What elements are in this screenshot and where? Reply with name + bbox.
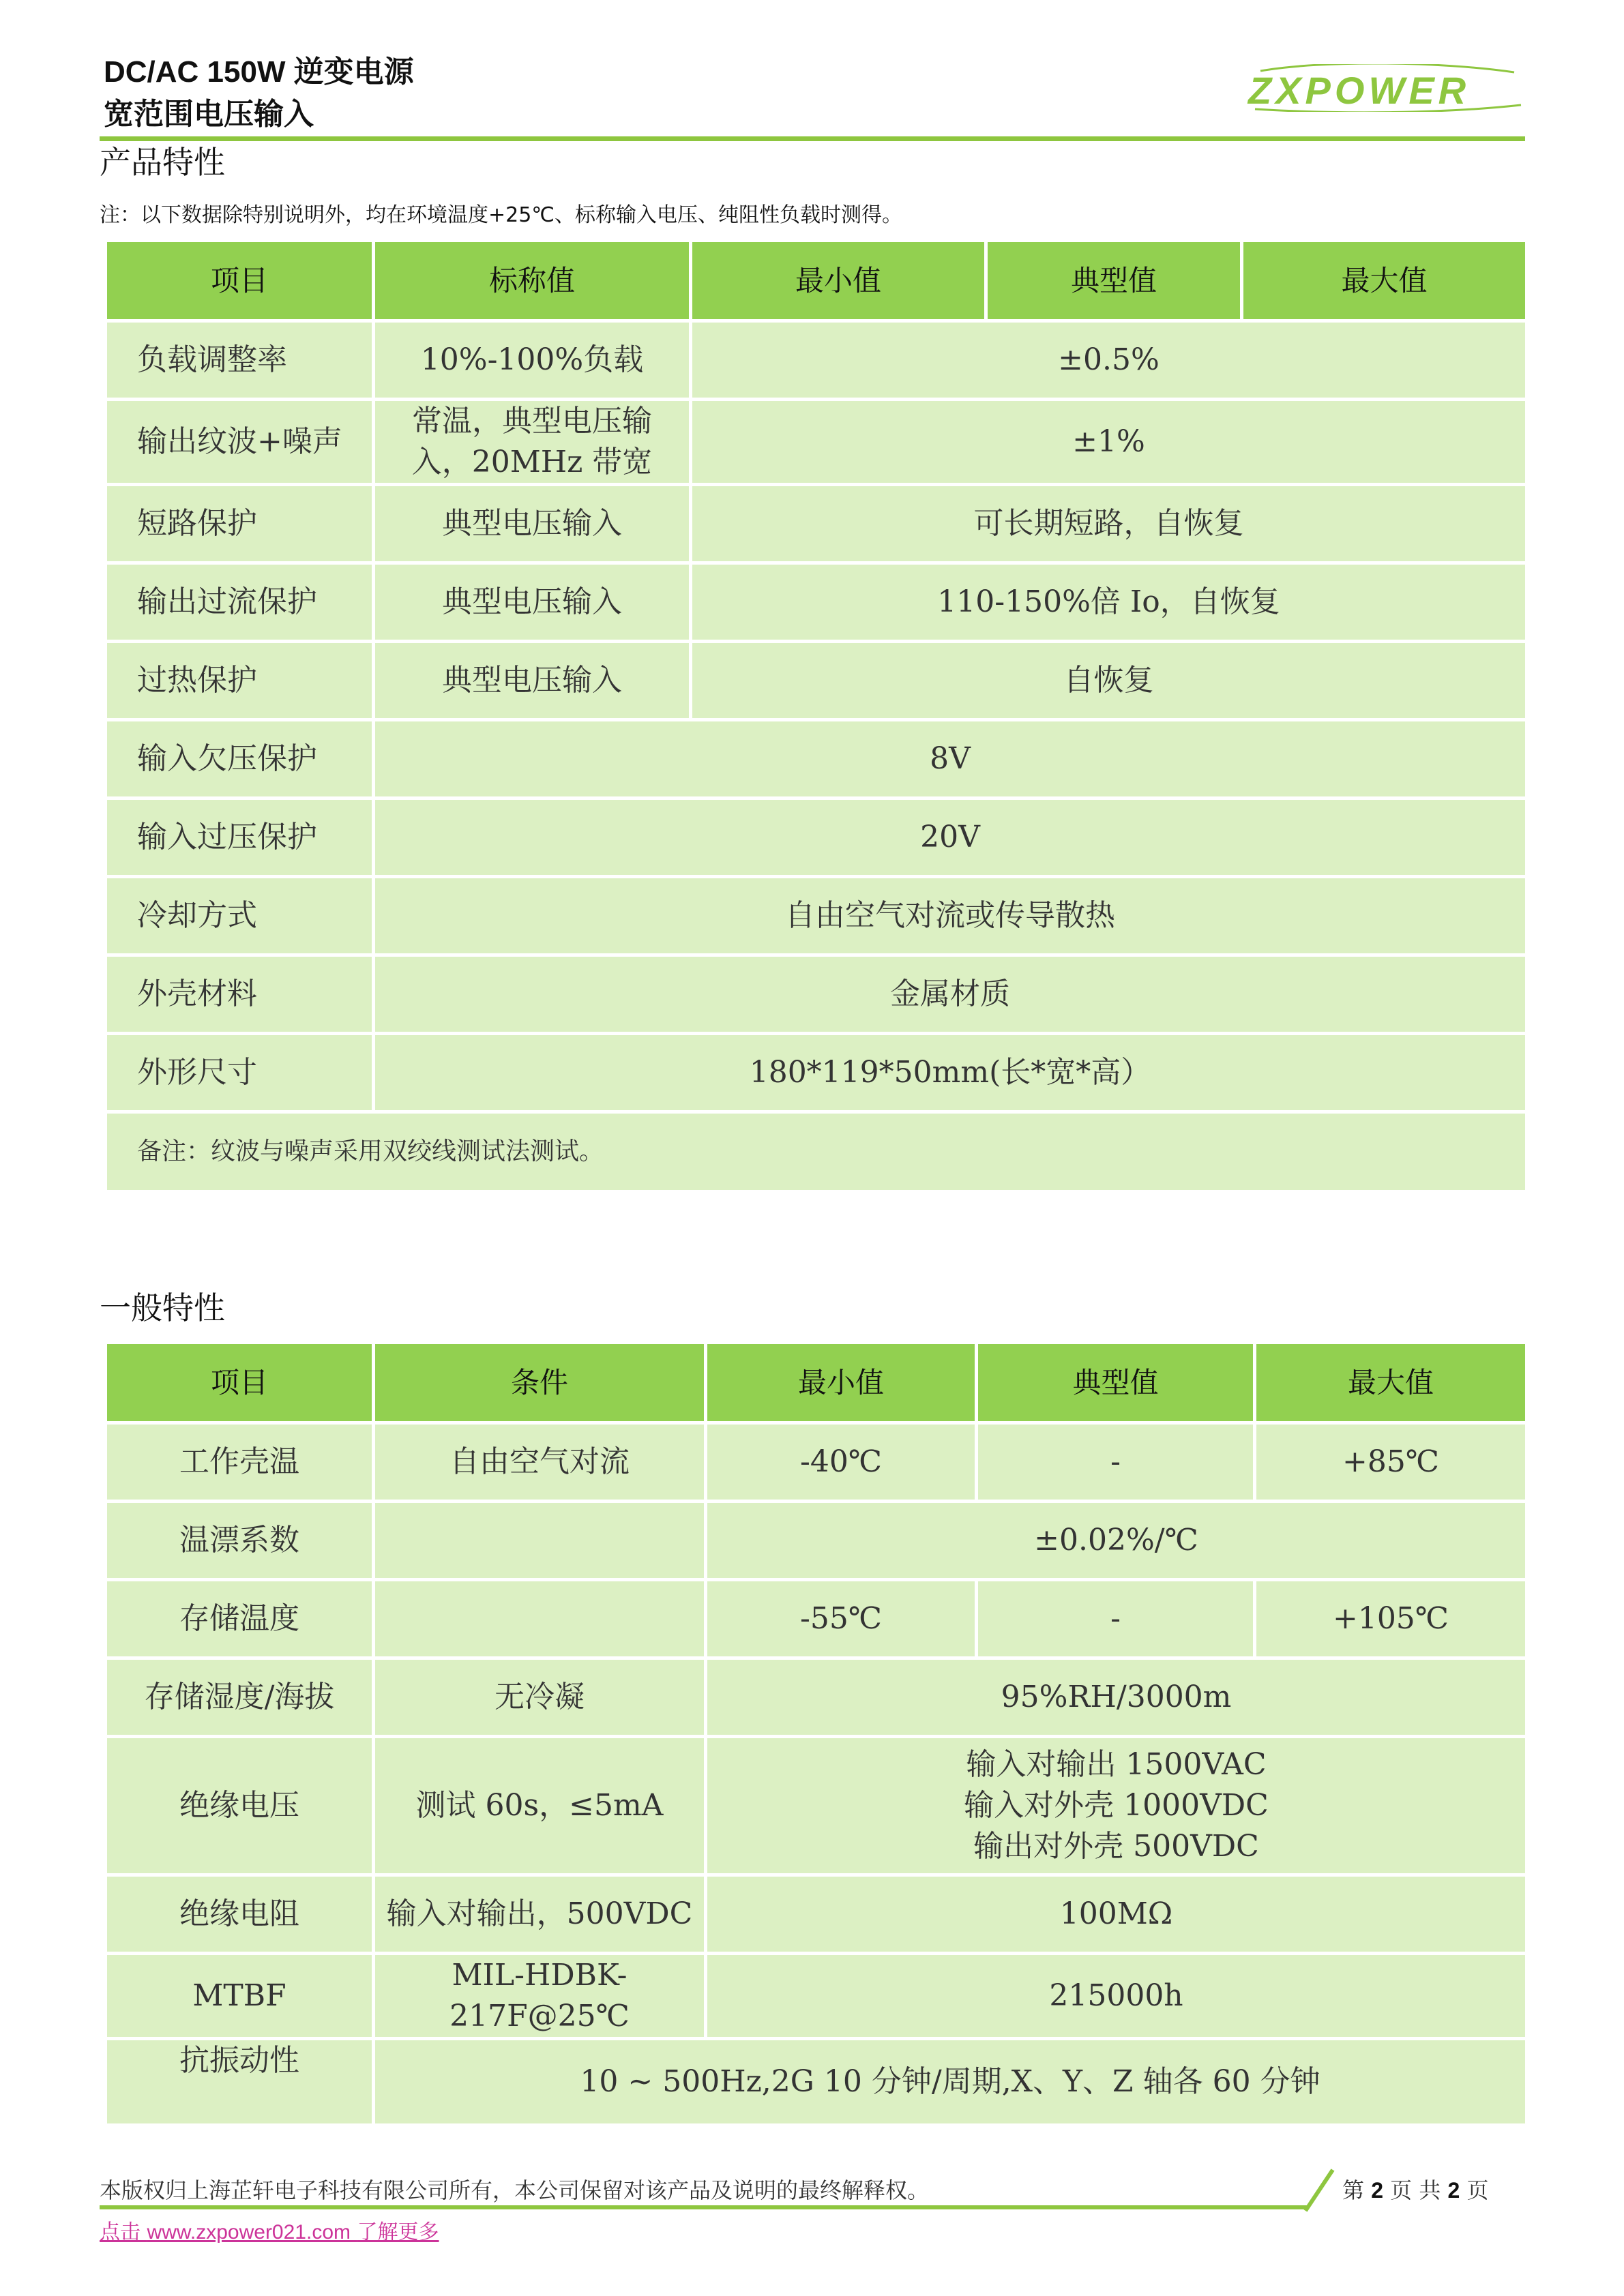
table-row [106,1954,1527,2039]
row-label: 存储温度 [106,1580,374,1658]
row-nominal-line: 常温，典型电压输 [412,404,652,438]
row-label: 过热保护 [106,642,374,720]
product-spec-table [104,239,1529,1193]
row-label: 输出纹波+噪声 [106,400,374,485]
table-row [106,2039,1527,2126]
row-condition: 输入对输出，500VDC [374,1875,706,1954]
row-label: 输入过压保护 [106,799,374,877]
row-label: 抗振动性 [106,2039,374,2126]
page-suffix: 页 [1466,2177,1489,2203]
table-row [106,1502,1527,1580]
row-value: 10 ~ 500Hz,2G 10 分钟/周期,X、Y、Z 轴各 60 分钟 [374,2039,1527,2126]
row-condition [374,1580,706,1658]
row-label: 短路保护 [106,485,374,563]
table-row [106,1875,1527,1954]
row-label: 工作壳温 [106,1423,374,1502]
document-title: DC/AC 150W 逆变电源 [104,55,414,89]
col-header-typ: 典型值 [977,1343,1255,1423]
row-nominal: 10%-100%负载 [374,321,691,400]
website-link[interactable] [100,2219,439,2246]
row-value: 180*119*50mm(长*宽*高） [374,1034,1527,1112]
table-row [106,1423,1527,1502]
row-value: 金属材质 [374,955,1527,1034]
link-prefix: 点击 [100,2220,141,2244]
row-nominal-line: 入，20MHz 带宽 [411,445,653,479]
measurement-note: 注：以下数据除特别说明外，均在环境温度+25℃、标称输入电压、纯阻性负载时测得。 [100,203,903,227]
table-row [106,955,1527,1034]
row-value: 110-150%倍 Io，自恢复 [691,563,1527,642]
col-header-item: 项目 [106,1343,374,1423]
row-min: -40℃ [706,1423,977,1502]
table-row [106,642,1527,720]
col-header-item: 项目 [106,241,374,321]
row-label: 绝缘电阻 [106,1875,374,1954]
footer-divider [100,2205,1307,2209]
row-condition: 无冷凝 [374,1658,706,1737]
row-label: 外形尺寸 [106,1034,374,1112]
row-value: 自由空气对流或传导散热 [374,877,1527,955]
row-condition [374,1502,706,1580]
row-value: 20V [374,799,1527,877]
row-nominal: 典型电压输入 [374,642,691,720]
row-min: -55℃ [706,1580,977,1658]
row-value: 自恢复 [691,642,1527,720]
general-spec-table [104,1341,1529,2127]
row-label: 绝缘电压 [106,1737,374,1875]
table-row [106,1658,1527,1737]
row-value [706,1737,1527,1875]
table-row [106,1034,1527,1112]
row-nominal: 典型电压输入 [374,485,691,563]
footer-copyright: 本版权归上海芷轩电子科技有限公司所有，本公司保留对该产品及说明的最终解释权。 [100,2177,930,2203]
col-header-typ: 典型值 [986,241,1242,321]
page-number [1342,2175,1489,2205]
row-label: MTBF [106,1954,374,2039]
table-row [106,1580,1527,1658]
table-header-row [106,241,1527,321]
row-label: 存储湿度/海拔 [106,1658,374,1737]
row-label: 温漂系数 [106,1502,374,1580]
row-condition: 测试 60s，≤5mA [374,1737,706,1875]
row-value: ±0.5% [691,321,1527,400]
row-value: 100MΩ [706,1875,1527,1954]
page-prefix: 第 [1342,2177,1365,2203]
zxpower-logo [1241,64,1528,112]
row-condition: MIL-HDBK-217F@25℃ [374,1954,706,2039]
col-header-max: 最大值 [1242,241,1527,321]
row-label: 输入欠压保护 [106,720,374,799]
row-value: 215000h [706,1954,1527,2039]
col-header-min: 最小值 [706,1343,977,1423]
row-value: ±1% [691,400,1527,485]
remark-text: 备注：纹波与噪声采用双绞线测试法测试。 [106,1112,1527,1192]
footer-slash-decoration [1299,2163,1340,2218]
row-value: 可长期短路，自恢复 [691,485,1527,563]
page-current: 2 [1371,2178,1383,2203]
row-label: 负载调整率 [106,321,374,400]
header-divider [100,136,1525,141]
row-nominal: 典型电压输入 [374,563,691,642]
section-title-product: 产品特性 [100,144,225,181]
table-row [106,877,1527,955]
col-header-nominal: 标称值 [374,241,691,321]
row-value: 8V [374,720,1527,799]
row-label: 外壳材料 [106,955,374,1034]
row-value: ±0.02%/℃ [706,1502,1527,1580]
table-row [106,720,1527,799]
row-typ: - [977,1580,1255,1658]
table-remark-row [106,1112,1527,1192]
table-row [106,485,1527,563]
row-label: 输出过流保护 [106,563,374,642]
row-nominal [374,400,691,485]
section-title-general: 一般特性 [100,1289,225,1326]
table-row [106,400,1527,485]
page-mid: 页 共 [1390,2177,1441,2203]
document-subtitle: 宽范围电压输入 [104,98,314,131]
table-row [106,799,1527,877]
col-header-max: 最大值 [1255,1343,1527,1423]
row-max: +85℃ [1255,1423,1527,1502]
table-row [106,1737,1527,1875]
logo-text: ZXPOWER [1248,69,1471,112]
col-header-condition: 条件 [374,1343,706,1423]
table-header-row [106,1343,1527,1423]
link-url[interactable]: www.zxpower021.com [147,2221,351,2243]
row-value-line: 输出对外壳 500VDC [973,1829,1259,1864]
row-label: 冷却方式 [106,877,374,955]
col-header-min: 最小值 [691,241,986,321]
table-row [106,563,1527,642]
row-value-line: 输入对外壳 1000VDC [964,1788,1269,1823]
row-value: 95%RH/3000m [706,1658,1527,1737]
row-max: +105℃ [1255,1580,1527,1658]
page-total: 2 [1447,2178,1460,2203]
row-typ: - [977,1423,1255,1502]
table-row [106,321,1527,400]
row-condition: 自由空气对流 [374,1423,706,1502]
link-suffix: 了解更多 [357,2220,439,2244]
row-value-line: 输入对输出 1500VAC [966,1747,1267,1782]
